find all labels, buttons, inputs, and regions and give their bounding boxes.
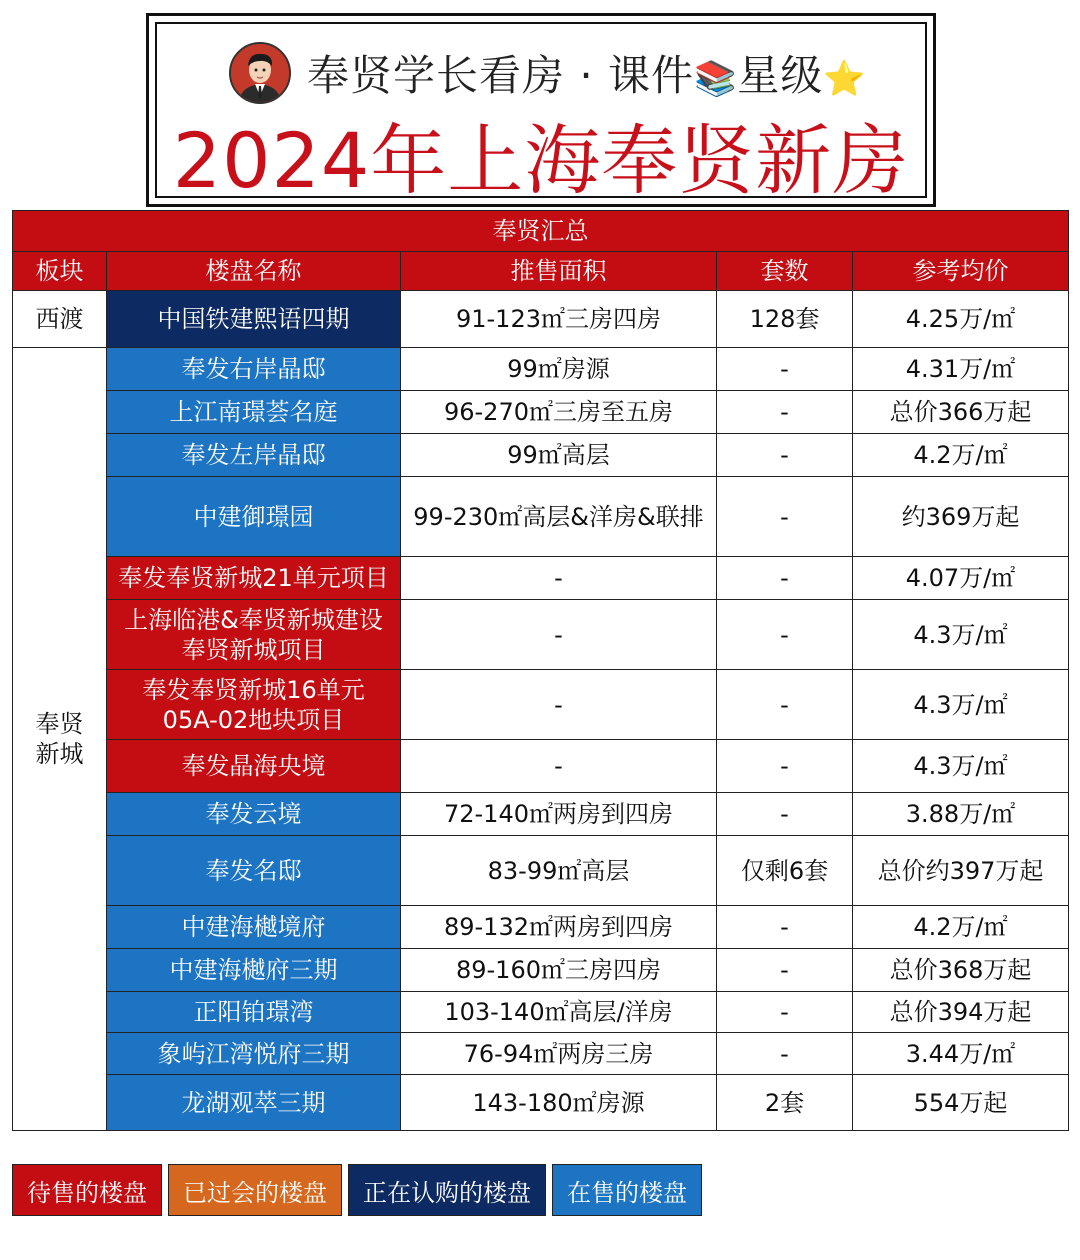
table-row [13,793,1069,836]
table-row [13,949,1069,992]
column-header: 参考均价 [853,252,1069,291]
project-name-cell: 正阳铂璟湾 [107,992,401,1033]
area-cell: 91-123㎡三房四房 [401,291,717,348]
legend-item: 待售的楼盘 [12,1164,162,1216]
area-cell: - [401,557,717,600]
column-header-row [13,252,1069,291]
table-row [13,836,1069,906]
table-row [13,1075,1069,1131]
project-name-cell: 龙湖观萃三期 [107,1075,401,1131]
region-cell: 西渡 [13,291,107,348]
area-cell: 99㎡高层 [401,434,717,477]
brand-text [307,43,867,103]
area-cell: 83-99㎡高层 [401,836,717,906]
area-cell: 76-94㎡两房三房 [401,1033,717,1075]
project-name-cell: 中建御璟园 [107,477,401,557]
books-icon: 📚 [694,58,738,99]
price-cell: 总价394万起 [853,992,1069,1033]
brand-row [229,38,867,108]
project-name-cell: 奉发名邸 [107,836,401,906]
area-cell: 72-140㎡两房到四房 [401,793,717,836]
table-row [13,1033,1069,1075]
area-cell: 96-270㎡三房至五房 [401,391,717,434]
table-row [13,600,1069,670]
units-cell: 128套 [717,291,853,348]
project-name-cell: 奉发左岸晶邸 [107,434,401,477]
page-title: 2024年上海奉贤新房 [172,116,910,205]
project-name-cell: 奉发奉贤新城21单元项目 [107,557,401,600]
column-header: 套数 [717,252,853,291]
avatar [229,42,291,104]
price-cell: 4.07万/㎡ [853,557,1069,600]
summary-table [12,210,1069,1131]
price-cell: 4.3万/㎡ [853,670,1069,740]
brand-label: 奉贤学长看房 · 课件 [307,51,695,100]
area-cell: - [401,670,717,740]
table-body [13,291,1069,1131]
price-cell: 4.3万/㎡ [853,740,1069,793]
project-name-cell: 中建海樾府三期 [107,949,401,992]
region-cell: 奉贤 新城 [13,348,107,1131]
brand-suffix: 星级 [737,51,824,100]
price-cell: 总价366万起 [853,391,1069,434]
price-cell: 约369万起 [853,477,1069,557]
star-icon: ⭐ [823,58,867,99]
price-cell: 4.2万/㎡ [853,906,1069,949]
column-header: 楼盘名称 [107,252,401,291]
price-cell: 4.25万/㎡ [853,291,1069,348]
units-cell: - [717,348,853,391]
units-cell: - [717,992,853,1033]
area-cell: - [401,740,717,793]
units-cell: 2套 [717,1075,853,1131]
man-in-suit-avatar-icon [231,44,289,102]
units-cell: - [717,557,853,600]
area-cell: 143-180㎡房源 [401,1075,717,1131]
table-row [13,291,1069,348]
legend-item: 正在认购的楼盘 [348,1164,546,1216]
price-cell: 4.3万/㎡ [853,600,1069,670]
price-cell: 4.31万/㎡ [853,348,1069,391]
table-row [13,348,1069,391]
table-row [13,434,1069,477]
units-cell: - [717,949,853,992]
units-cell: 仅剩6套 [717,836,853,906]
units-cell: - [717,670,853,740]
price-cell: 554万起 [853,1075,1069,1131]
project-name-cell: 奉发云境 [107,793,401,836]
project-name-cell: 奉发晶海央境 [107,740,401,793]
header-frame [146,13,936,207]
project-name-cell: 奉发奉贤新城16单元 05A-02地块项目 [107,670,401,740]
summary-title: 奉贤汇总 [13,211,1069,252]
area-cell: 99㎡房源 [401,348,717,391]
price-cell: 3.88万/㎡ [853,793,1069,836]
project-name-cell: 奉发右岸晶邸 [107,348,401,391]
price-cell: 3.44万/㎡ [853,1033,1069,1075]
status-legend [12,1164,702,1216]
units-cell: - [717,477,853,557]
project-name-cell: 象屿江湾悦府三期 [107,1033,401,1075]
project-name-cell: 中建海樾境府 [107,906,401,949]
units-cell: - [717,740,853,793]
area-cell: - [401,600,717,670]
area-cell: 89-160㎡三房四房 [401,949,717,992]
price-cell: 4.2万/㎡ [853,434,1069,477]
units-cell: - [717,906,853,949]
units-cell: - [717,1033,853,1075]
table-row [13,906,1069,949]
table-row [13,477,1069,557]
table-row [13,740,1069,793]
legend-item: 已过会的楼盘 [168,1164,342,1216]
summary-header-row [13,211,1069,252]
units-cell: - [717,434,853,477]
table-row [13,992,1069,1033]
legend-item: 在售的楼盘 [552,1164,702,1216]
column-header: 推售面积 [401,252,717,291]
table-row [13,670,1069,740]
units-cell: - [717,793,853,836]
area-cell: 99-230㎡高层&洋房&联排 [401,477,717,557]
area-cell: 89-132㎡两房到四房 [401,906,717,949]
area-cell: 103-140㎡高层/洋房 [401,992,717,1033]
price-cell: 总价约397万起 [853,836,1069,906]
column-header: 板块 [13,252,107,291]
project-name-cell: 上江南璟荟名庭 [107,391,401,434]
table-row [13,557,1069,600]
price-cell: 总价368万起 [853,949,1069,992]
units-cell: - [717,600,853,670]
project-name-cell: 中国铁建熙语四期 [107,291,401,348]
table-row [13,391,1069,434]
project-name-cell: 上海临港&奉贤新城建设 奉贤新城项目 [107,600,401,670]
units-cell: - [717,391,853,434]
